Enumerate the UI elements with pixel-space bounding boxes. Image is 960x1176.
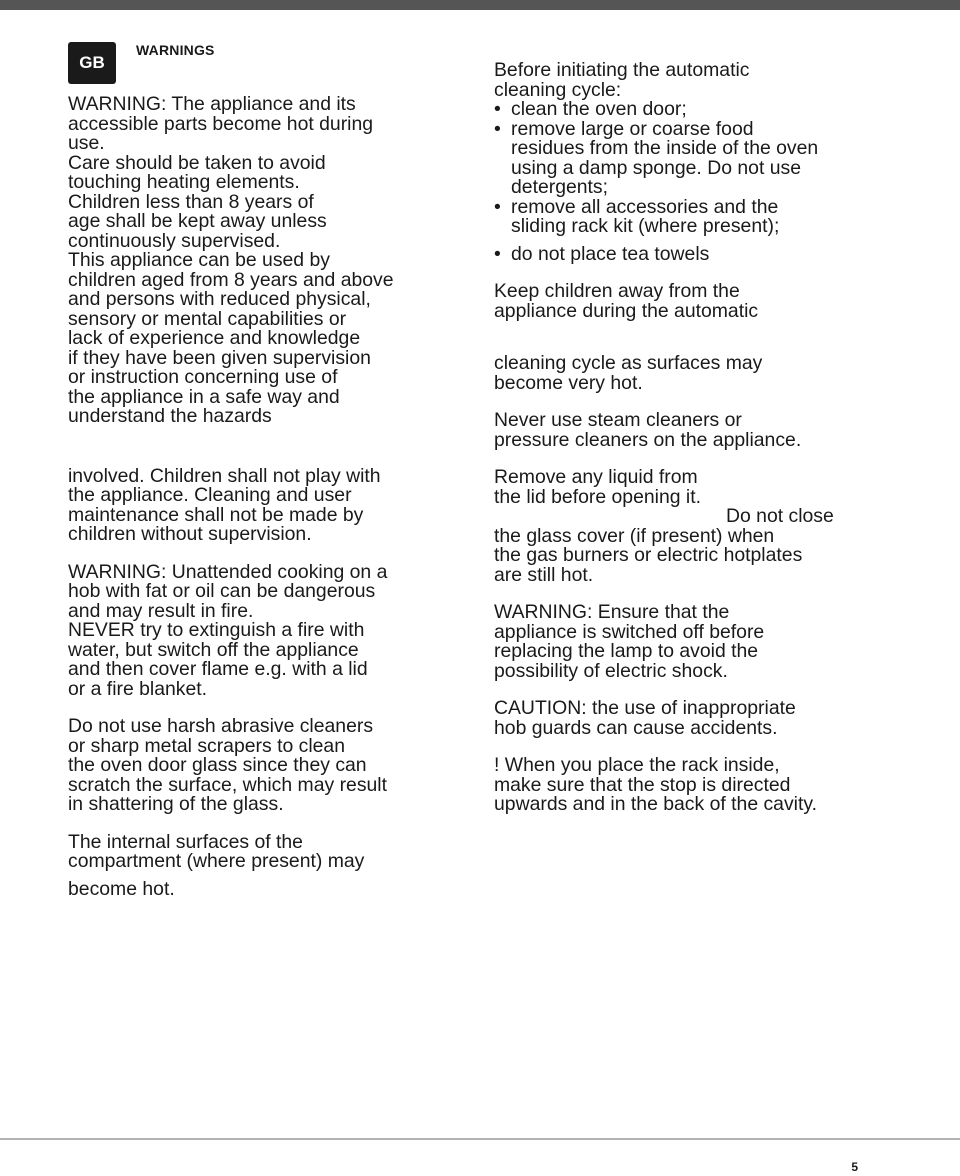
- bullet-icon: •: [494, 117, 501, 140]
- right-column: [494, 61, 914, 815]
- bullet-item: [494, 100, 914, 120]
- bullet-icon: •: [494, 98, 501, 120]
- bullet-text: remove large or coarse food residues from the inside of the oven using a damp sponge. Do not use detergents;: [511, 117, 819, 198]
- left-column: [68, 95, 488, 899]
- bullet-text: clean the oven door;: [511, 98, 687, 120]
- section-title: WARNINGS: [136, 42, 215, 58]
- bullet-item: [494, 195, 914, 237]
- bullet-text: do not place tea towels: [511, 242, 710, 265]
- rack-placement-paragraph: ! When you place the rack inside, make sure that the stop is directed upwards and in the back of the cavity.: [494, 754, 818, 815]
- footer-divider: [0, 1138, 960, 1140]
- warning-hot-parts-paragraph: WARNING: The appliance and its accessible parts become hot during use. Care should be taken to avoid touching heating elements. Children less than 8 years of age shall be kept away unless continuously supervised. This appliance can be used by children aged from 8 years and above and persons with reduced physical, sensory or mental capabilities or lack of experience and knowledge if they have been given supervision or instruction concerning use of the appliance in a safe way and understand the hazards: [68, 93, 394, 427]
- hob-guards-caution-paragraph: CAUTION: the use of inappropriate hob guards can cause accidents.: [494, 697, 796, 739]
- remove-liquid-paragraph: Remove any liquid from the lid before opening it.: [494, 466, 701, 508]
- top-bar: [0, 0, 960, 10]
- children-supervision-paragraph: involved. Children shall not play with the appliance. Cleaning and user maintenance shall not be made by children without supervision.: [68, 464, 381, 545]
- language-badge: GB: [68, 42, 116, 84]
- unattended-cooking-warning: WARNING: Unattended cooking on a hob with fat or oil can be dangerous and may result in fire. NEVER try to extinguish a fire with water, but switch off the appliance and then cover flame e.g. with a lid or a fire blanket.: [68, 560, 388, 700]
- page-number: 5: [851, 1160, 858, 1174]
- internal-surfaces-paragraph-end: become hot.: [68, 877, 175, 900]
- keep-children-away-paragraph: Keep children away from the appliance during the automatic: [494, 280, 759, 322]
- bullet-icon: •: [494, 195, 501, 218]
- glass-cover-paragraph: the glass cover (if present) when the gas burners or electric hotplates are still hot.: [494, 524, 803, 586]
- abrasive-cleaners-paragraph: Do not use harsh abrasive cleaners or sharp metal scrapers to clean the oven door glass since they can scratch the surface, which may result in shattering of the glass.: [68, 715, 387, 815]
- internal-surfaces-paragraph: The internal surfaces of the compartment (where present) may: [68, 830, 365, 872]
- do-not-close-text: Do not close: [726, 505, 834, 527]
- lamp-warning-paragraph: WARNING: Ensure that the appliance is switched off before replacing the lamp to avoid the possibility of electric shock.: [494, 601, 765, 682]
- cleaning-cycle-hot-paragraph: cleaning cycle as surfaces may become very hot.: [494, 352, 763, 394]
- bullet-text: remove all accessories and the sliding rack kit (where present);: [511, 195, 780, 237]
- cleaning-cycle-intro: Before initiating the automatic cleaning cycle:: [494, 59, 750, 101]
- bullet-item: [494, 117, 914, 198]
- steam-cleaners-paragraph: Never use steam cleaners or pressure cleaners on the appliance.: [494, 409, 802, 451]
- bullet-item: [494, 242, 914, 265]
- bullet-icon: •: [494, 242, 501, 265]
